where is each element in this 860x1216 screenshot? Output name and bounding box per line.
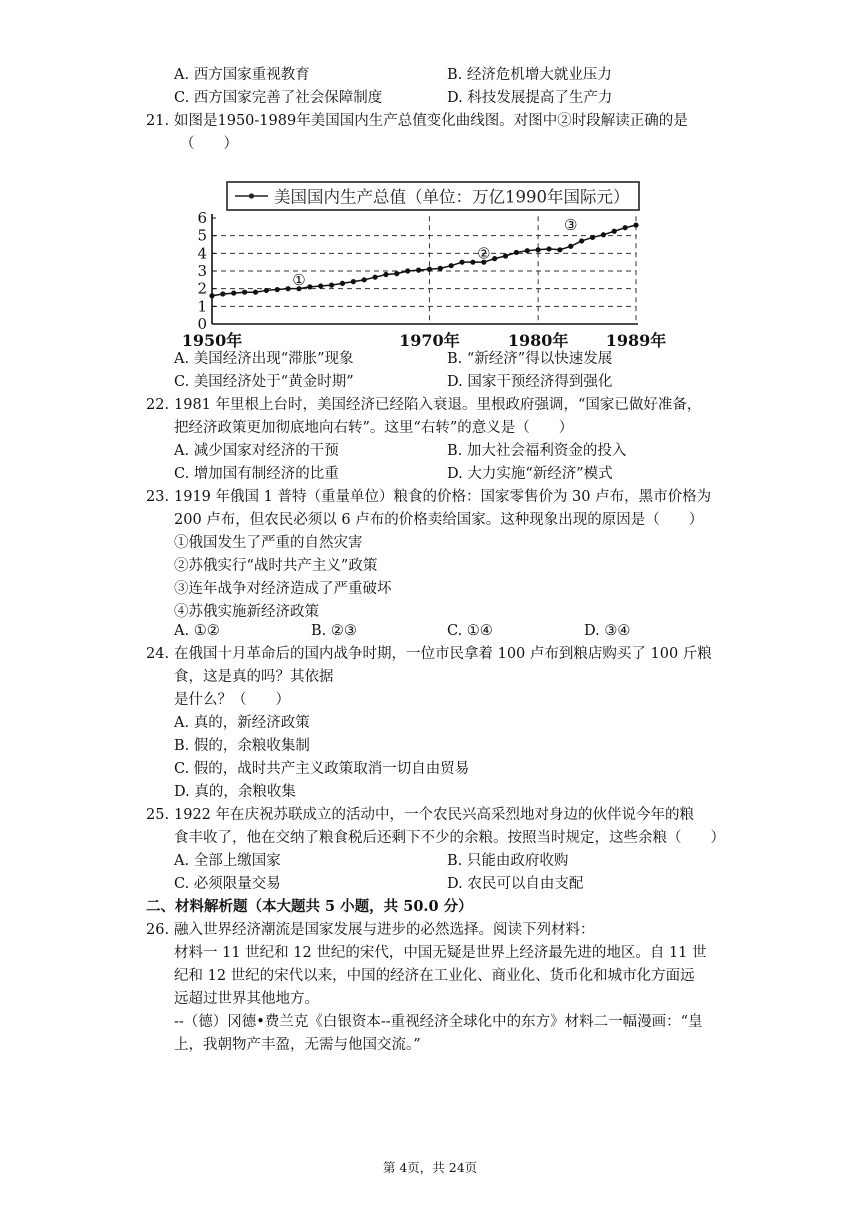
chart-x-tick-label: 1989年: [605, 331, 667, 350]
chart-data-point: [449, 263, 454, 268]
chart-annotation: ①: [292, 270, 306, 289]
q26-line4: 远超过世界其他地方。: [174, 991, 319, 1007]
q21-number: 21.: [146, 113, 170, 129]
chart-data-point: [557, 247, 562, 252]
q26-line6: 上，我朝物产丰盈，无需与他国交流。”: [174, 1037, 421, 1053]
chart-data-point: [438, 266, 443, 271]
chart-data-point: [514, 250, 519, 255]
chart-data-point: [623, 225, 628, 230]
q23-item-4: ④苏俄实施新经济政策: [174, 604, 319, 620]
chart-y-tick-label: 3: [197, 262, 207, 280]
q21-stem-line1: 如图是1950-1989年美国国内生产总值变化曲线图。对图中②时段解读正确的是: [174, 113, 688, 129]
q21-option-b: B. “新经济”得以快速发展: [447, 351, 613, 367]
chart-y-tick-label: 2: [197, 279, 207, 298]
page-footer: 第 4页，共 24页: [382, 1160, 478, 1175]
chart-data-point: [405, 268, 410, 273]
chart-data-point: [253, 290, 258, 295]
q25-stem-line1: 1922 年在庆祝苏联成立的活动中，一个农民兴高采烈地对身边的伙伴说今年的粮: [174, 807, 695, 823]
chart-y-tick-label: 6: [197, 209, 207, 227]
q24-option-b: B. 假的，余粮收集制: [174, 738, 310, 754]
chart-data-point: [318, 283, 323, 288]
q26-line2: 材料一 11 世纪和 12 世纪的宋代，中国无疑是世界上经济最先进的地区。自 11 世: [174, 945, 707, 961]
q22-option-b: B. 加大社会福利资金的投入: [447, 443, 627, 459]
q22-number: 22.: [146, 397, 170, 413]
q21-stem-line2: （ ）: [180, 136, 238, 152]
chart-data-point: [546, 246, 551, 251]
chart-data-point: [633, 222, 638, 227]
q23-item-3: ③连年战争对经济造成了严重破坏: [174, 581, 392, 597]
q26-line1: 融入世界经济潮流是国家发展与进步的必然选择。阅读下列材料：: [174, 922, 595, 938]
chart-data-point: [242, 290, 247, 295]
q26-line5: --（德）冈德•费兰克《白银资本--重视经济全球化中的东方》材料二一幅漫画：“皇: [174, 1014, 703, 1030]
chart-x-tick-label: 1980年: [507, 331, 569, 350]
chart-data-point: [503, 253, 508, 258]
q23-option-b: B. ②③: [311, 623, 357, 639]
q26-number: 26.: [146, 922, 170, 938]
chart-title: 美国国内生产总值（单位：万亿1990年国际元）: [274, 187, 630, 207]
chart-data-point: [470, 260, 475, 265]
q21-option-a: A. 美国经济出现“滞胀”现象: [174, 351, 354, 367]
q25-option-a: A. 全部上缴国家: [174, 853, 281, 869]
q20-option-b: B. 经济危机增大就业压力: [447, 67, 612, 83]
q20-option-c: C. 西方国家完善了社会保障制度: [174, 90, 383, 106]
q24-number: 24.: [146, 646, 170, 662]
q23-option-c: C. ①④: [447, 623, 493, 639]
chart-data-point: [275, 287, 280, 292]
q22-stem-line2: 把经济政策更加彻底地向右转”。这里“右转”的意义是（ ）: [174, 420, 574, 436]
chart-data-point: [231, 290, 236, 295]
q21-option-c: C. 美国经济处于“黄金时期”: [174, 374, 354, 390]
chart-data-point: [372, 275, 377, 280]
chart-data-point: [394, 271, 399, 276]
q25-number: 25.: [146, 807, 170, 823]
q20-option-d: D. 科技发展提高了生产力: [447, 90, 613, 106]
chart-data-point: [383, 272, 388, 277]
chart-x-tick-label: 1950年: [181, 331, 243, 350]
chart-data-point: [536, 247, 541, 252]
chart-data-point: [329, 283, 334, 288]
q24-option-c: C. 假的，战时共产主义政策取消一切自由贸易: [174, 761, 470, 777]
q23-number: 23.: [146, 489, 170, 505]
chart-annotation: ③: [564, 216, 578, 235]
q25-option-d: D. 农民可以自由支配: [447, 876, 584, 892]
chart-annotation: ②: [477, 244, 491, 263]
chart-y-tick-label: 0: [197, 315, 207, 333]
q22-stem-line1: 1981 年里根上台时，美国经济已经陷入衰退。里根政府强调，“国家已做好准备，: [174, 397, 702, 413]
q24-option-a: A. 真的，新经济政策: [174, 715, 310, 731]
legend-marker: [249, 193, 254, 198]
q23-option-a: A. ①②: [174, 623, 220, 639]
chart-y-tick-label: 4: [197, 244, 207, 263]
chart-data-point: [416, 268, 421, 273]
q22-option-c: C. 增加国有制经济的比重: [174, 466, 339, 482]
chart-data-point: [209, 293, 214, 298]
q24-stem-line3: 是什么？（ ）: [174, 692, 290, 708]
chart-data-point: [579, 238, 584, 243]
q25-option-c: C. 必须限量交易: [174, 876, 281, 892]
chart-data-point: [459, 260, 464, 265]
chart-data-point: [286, 286, 291, 291]
chart-data-point: [220, 291, 225, 296]
q21-option-d: D. 国家干预经济得到强化: [447, 374, 613, 390]
chart-data-point: [427, 267, 432, 272]
chart-x-tick-label: 1970年: [399, 331, 460, 350]
q24-stem-line2: 食，这是真的吗？其依据: [174, 669, 334, 685]
chart-data-point: [601, 232, 606, 237]
q24-option-d: D. 真的，余粮收集: [174, 784, 296, 800]
q22-option-a: A. 减少国家对经济的干预: [174, 443, 339, 459]
chart-y-tick-label: 5: [197, 226, 207, 245]
q25-stem-line2: 食丰收了，他在交纳了粮食税后还剩下不少的余粮。按照当时规定，这些余粮（ ）: [174, 830, 725, 846]
q23-stem-line2: 200 卢布，但农民必须以 6 卢布的价格卖给国家。这种现象出现的原因是（ ）: [174, 512, 704, 528]
chart-data-point: [492, 256, 497, 261]
gdp-line-chart: [181, 178, 670, 350]
chart-data-point: [590, 235, 595, 240]
chart-data-point: [340, 281, 345, 286]
q23-item-2: ②苏俄实行“战时共产主义”政策: [174, 558, 378, 574]
chart-data-point: [351, 279, 356, 284]
q23-option-d: D. ③④: [584, 623, 631, 639]
chart-data-point: [568, 244, 573, 249]
chart-data-point: [525, 248, 530, 253]
chart-data-point: [264, 288, 269, 293]
q23-item-1: ①俄国发生了严重的自然灾害: [174, 535, 363, 551]
q20-option-a: A. 西方国家重视教育: [174, 67, 310, 83]
chart-data-point: [612, 229, 617, 234]
chart-data-point: [307, 284, 312, 289]
q24-stem-line1: 在俄国十月革命后的国内战争时期，一位市民拿着 100 卢布到粮店购买了 100 斤粮: [174, 646, 712, 662]
q23-stem-line1: 1919 年俄国 1 普特（重量单位）粮食的价格：国家零售价为 30 卢布，黑市价格为: [174, 489, 712, 505]
chart-data-point: [362, 277, 367, 282]
section-heading: 二、材料解析题（本大题共 5 小题，共 50.0 分）: [146, 898, 473, 915]
chart-y-tick-label: 1: [197, 297, 207, 316]
q26-line3: 纪和 12 世纪的宋代以来，中国的经济在工业化、商业化、货币化和城市化方面远: [174, 968, 695, 984]
q25-option-b: B. 只能由政府收购: [447, 853, 569, 869]
q22-option-d: D. 大力实施“新经济”模式: [447, 466, 613, 482]
